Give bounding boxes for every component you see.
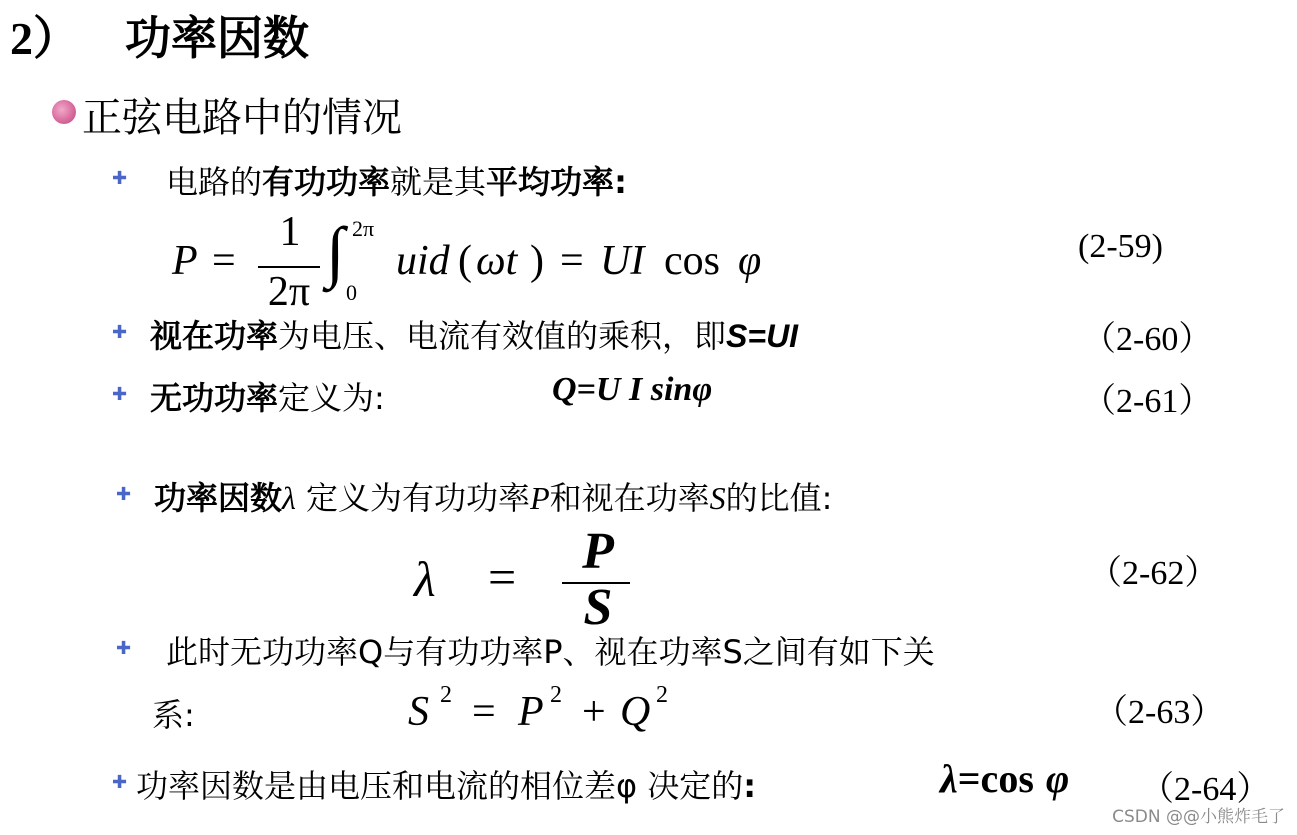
cross-bullet-icon: ✚: [112, 322, 128, 343]
phase-difference-sentence: 功率因数是由电压和电流的相位差φ 决定的:: [136, 767, 757, 805]
eq-number-2-60: （2-60）: [1082, 321, 1213, 358]
equation-2-63: S 2 = P 2 + Q 2: [408, 682, 668, 735]
cross-bullet-icon: ✚: [112, 168, 128, 189]
equation-2-59: P = 1 2π ∫ 2π 0 uid ( ωt ) = UI cos φ: [172, 209, 762, 315]
title-number: 2）: [10, 13, 79, 64]
power-triangle-sentence: 此时无功功率Q与有功功率P、视在功率S之间有如下关: [166, 633, 935, 671]
eq-number-2-59: (2-59): [1078, 228, 1163, 265]
active-power-sentence: 电路的有功功率就是其平均功率:: [166, 163, 627, 201]
power-factor-definition: 功率因数λ 定义为有功功率P和视在功率S的比值:: [154, 479, 833, 517]
reactive-power-sentence: 无功功率定义为:: [150, 379, 385, 417]
title-text: 功率因数: [125, 11, 309, 65]
cross-bullet-icon: ✚: [116, 638, 132, 659]
power-triangle-sentence-cont: 系:: [152, 696, 195, 734]
reactive-power-formula: Q=U I sinφ: [552, 371, 713, 408]
eq-number-2-63: （2-63）: [1094, 694, 1225, 731]
power-factor-formula: λ=cos φ: [940, 756, 1070, 801]
pink-sphere-bullet-icon: [52, 100, 76, 124]
section-heading: 正弦电路中的情况: [82, 95, 402, 141]
cross-bullet-icon: ✚: [112, 384, 128, 405]
cross-bullet-icon: ✚: [116, 484, 132, 505]
equation-2-62: λ = P S: [0, 0, 1297, 1]
page-title: [10, 2, 309, 68]
eq-number-2-61: （2-61）: [1082, 383, 1213, 420]
apparent-power-sentence: 视在功率为电压、电流有效值的乘积，即S=UI: [150, 317, 799, 355]
eq-number-2-62: （2-62）: [1088, 555, 1219, 592]
cross-bullet-icon: ✚: [112, 772, 128, 793]
eq-number-2-64: （2-64）: [1140, 771, 1271, 808]
watermark: CSDN @@小熊炸毛了: [1112, 807, 1285, 827]
